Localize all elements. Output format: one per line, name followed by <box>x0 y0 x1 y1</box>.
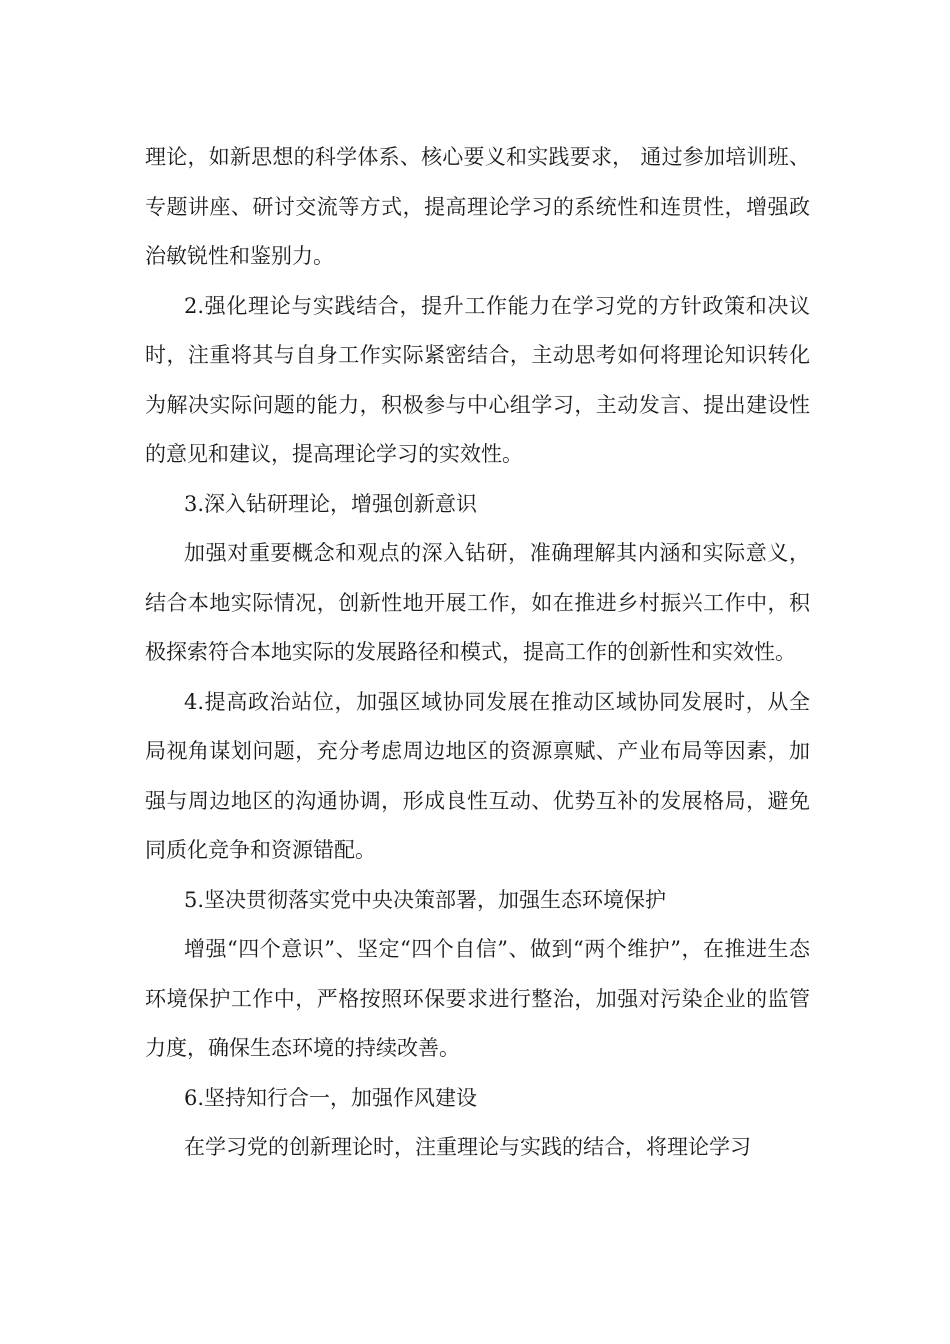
paragraph-item-3-body: 加强对重要概念和观点的深入钻研，准确理解其内涵和实际意义，结合本地实际情况，创新性地开展工作，如在推进乡村振兴工作中，积极探索符合本地实际的发展路径和模式，提高工作的创新性和实效性。 <box>145 541 810 664</box>
paragraph-item-2: 2.强化理论与实践结合，提升工作能力在学习党的方针政策和决议时，注重将其与自身工作实际紧密结合，主动思考如何将理论知识转化为解决实际问题的能力，积极参与中心组学习，主动发言、提出建设性的意见和建议，提高理论学习的实效性。 <box>145 293 810 466</box>
paragraph-item-4: 4.提高政治站位，加强区域协同发展在推动区域协同发展时，从全局视角谋划问题，充分考虑周边地区的资源禀赋、产业布局等因素，加强与周边地区的沟通协调，形成良性互动、优势互补的发展格局，避免同质化竞争和资源错配。 <box>145 689 810 862</box>
paragraph-item-6-body: 在学习党的创新理论时，注重理论与实践的结合，将理论学习 <box>184 1135 751 1159</box>
document-body <box>145 133 810 1173</box>
paragraph-item-5-body: 增强“四个意识”、坚定“四个自信”、做到“两个维护”，在推进生态环境保护工作中，严格按照环保要求进行整治，加强对污染企业的监管力度，确保生态环境的持续改善。 <box>145 937 810 1060</box>
paragraph-theory-continuation: 理论，如新思想的科学体系、核心要义和实践要求， 通过参加培训班、专题讲座、研讨交流等方式，提高理论学习的系统性和连贯性，增强政治敏锐性和鉴别力。 <box>145 145 810 268</box>
heading-item-6: 6.坚持知行合一，加强作风建设 <box>184 1085 478 1110</box>
heading-item-5: 5.坚决贯彻落实党中央决策部署，加强生态环境保护 <box>184 887 667 912</box>
heading-item-3: 3.深入钻研理论，增强创新意识 <box>184 491 478 516</box>
